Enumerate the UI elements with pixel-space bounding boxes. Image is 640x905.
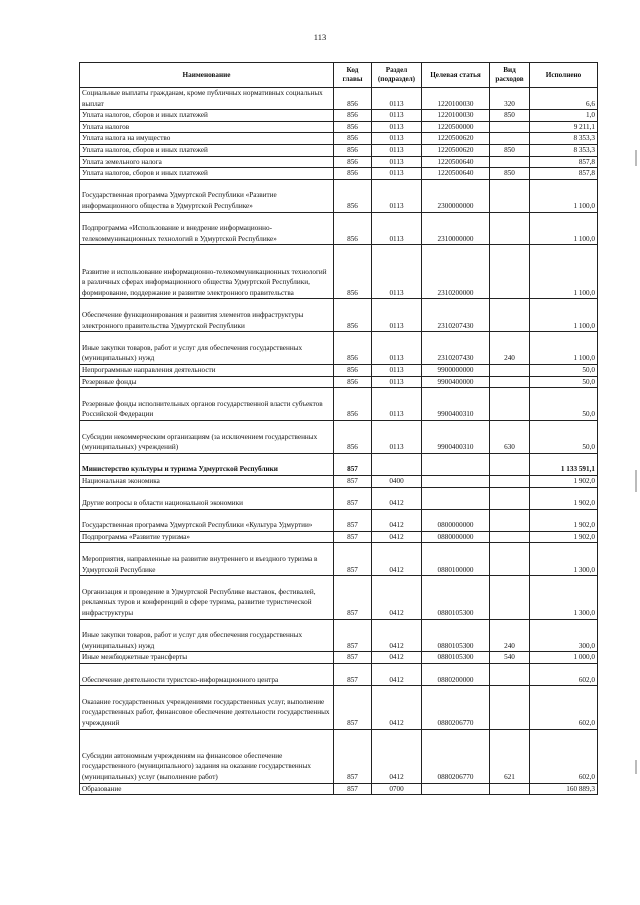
cell-section: 0113 [372, 121, 422, 133]
cell-name: Развитие и использование информационно-телекоммуникационных технологий в различных сферах информационного общества Удмуртской Республики, формирование, поддержание и развитие электронного правительства [80, 245, 334, 299]
cell-name: Организация и проведение в Удмуртской Республике выставок, фестивалей, рекламных туров и конференций в сфере туризма, развитие туристической инфраструктуры [80, 576, 334, 619]
cell-target-article: 9900000000 [422, 364, 490, 376]
cell-executed: 602,0 [530, 686, 598, 729]
cell-target-article: 0880105300 [422, 652, 490, 664]
cell-section: 0400 [372, 475, 422, 487]
cell-target-article: 1220100030 [422, 88, 490, 110]
cell-executed: 1 100,0 [530, 212, 598, 245]
table-row [80, 88, 598, 110]
cell-name: Подпрограмма «Использование и внедрение информационно-телекоммуникационных технологий в Удмуртской Республике» [80, 212, 334, 245]
table-row [80, 332, 598, 365]
cell-chapter-code: 857 [334, 783, 372, 795]
header-section: Раздел (подраздел) [372, 63, 422, 88]
cell-name: Подпрограмма «Развитие туризма» [80, 531, 334, 543]
cell-executed: 1 100,0 [530, 299, 598, 332]
cell-expense-type: 240 [490, 332, 530, 365]
scan-edge-mark [635, 150, 637, 166]
cell-target-article: 2310207430 [422, 332, 490, 365]
cell-executed: 50,0 [530, 388, 598, 421]
cell-chapter-code: 856 [334, 420, 372, 453]
cell-executed: 602,0 [530, 729, 598, 783]
cell-chapter-code: 856 [334, 168, 372, 180]
cell-chapter-code: 856 [334, 245, 372, 299]
cell-target-article: 2310000000 [422, 212, 490, 245]
cell-section: 0412 [372, 729, 422, 783]
table-row [80, 364, 598, 376]
cell-section: 0412 [372, 543, 422, 576]
cell-target-article: 0800000000 [422, 509, 490, 531]
cell-section: 0412 [372, 509, 422, 531]
cell-executed: 8 353,3 [530, 144, 598, 156]
cell-expense-type [490, 299, 530, 332]
cell-target-article: 1220100030 [422, 110, 490, 122]
cell-chapter-code: 857 [334, 652, 372, 664]
scan-edge-mark [635, 760, 637, 774]
cell-chapter-code: 857 [334, 729, 372, 783]
table-row [80, 686, 598, 729]
cell-section: 0113 [372, 364, 422, 376]
cell-name: Другие вопросы в области национальной экономики [80, 487, 334, 509]
cell-executed: 1 100,0 [530, 332, 598, 365]
cell-chapter-code: 856 [334, 110, 372, 122]
cell-name: Министерство культуры и туризма Удмуртской Республики [80, 453, 334, 475]
cell-section: 0113 [372, 110, 422, 122]
cell-expense-type: 240 [490, 619, 530, 652]
cell-section: 0412 [372, 619, 422, 652]
table-row [80, 121, 598, 133]
cell-section: 0412 [372, 531, 422, 543]
cell-section: 0113 [372, 144, 422, 156]
cell-target-article: 0880000000 [422, 531, 490, 543]
cell-executed: 1,0 [530, 110, 598, 122]
cell-name: Иные закупки товаров, работ и услуг для обеспечения государственных (муниципальных) нужд [80, 619, 334, 652]
table-row [80, 543, 598, 576]
cell-expense-type [490, 783, 530, 795]
cell-executed: 300,0 [530, 619, 598, 652]
header-name: Наименование [80, 63, 334, 88]
cell-target-article [422, 475, 490, 487]
cell-chapter-code: 856 [334, 121, 372, 133]
cell-section: 0113 [372, 388, 422, 421]
cell-section: 0113 [372, 376, 422, 388]
cell-expense-type: 850 [490, 144, 530, 156]
cell-name: Уплата налога на имущество [80, 133, 334, 145]
cell-chapter-code: 857 [334, 686, 372, 729]
cell-target-article: 1220500000 [422, 121, 490, 133]
cell-chapter-code: 857 [334, 509, 372, 531]
cell-chapter-code: 857 [334, 487, 372, 509]
cell-expense-type [490, 686, 530, 729]
header-executed: Исполнено [530, 63, 598, 88]
table-row [80, 376, 598, 388]
cell-expense-type: 621 [490, 729, 530, 783]
table-row [80, 245, 598, 299]
cell-target-article: 0880206770 [422, 729, 490, 783]
cell-executed: 50,0 [530, 364, 598, 376]
table-row [80, 475, 598, 487]
table-row [80, 110, 598, 122]
cell-name: Мероприятия, направленные на развитие внутреннего и въездного туризма в Удмуртской Республике [80, 543, 334, 576]
table-row [80, 531, 598, 543]
cell-expense-type [490, 487, 530, 509]
cell-target-article: 1220500640 [422, 168, 490, 180]
cell-chapter-code: 857 [334, 576, 372, 619]
cell-expense-type [490, 179, 530, 212]
cell-chapter-code: 856 [334, 179, 372, 212]
cell-name: Обеспечение функционирования и развития элементов инфраструктуры электронного правительства Удмуртской Республики [80, 299, 334, 332]
cell-expense-type: 540 [490, 652, 530, 664]
cell-chapter-code: 856 [334, 299, 372, 332]
cell-expense-type [490, 156, 530, 168]
cell-expense-type [490, 576, 530, 619]
cell-expense-type [490, 543, 530, 576]
cell-expense-type: 630 [490, 420, 530, 453]
cell-name: Непрограммные направления деятельности [80, 364, 334, 376]
cell-target-article: 2310207430 [422, 299, 490, 332]
cell-target-article: 2300000000 [422, 179, 490, 212]
cell-chapter-code: 857 [334, 664, 372, 686]
cell-section [372, 453, 422, 475]
cell-section: 0113 [372, 332, 422, 365]
cell-executed: 50,0 [530, 376, 598, 388]
cell-target-article: 0880105300 [422, 619, 490, 652]
cell-name: Уплата налогов, сборов и иных платежей [80, 168, 334, 180]
cell-expense-type [490, 121, 530, 133]
cell-name: Резервные фонды исполнительных органов государственной власти субъектов Российской Федерации [80, 388, 334, 421]
cell-executed: 160 889,3 [530, 783, 598, 795]
cell-chapter-code: 856 [334, 133, 372, 145]
table-row [80, 487, 598, 509]
table-row [80, 133, 598, 145]
cell-expense-type [490, 133, 530, 145]
cell-name: Уплата земельного налога [80, 156, 334, 168]
cell-chapter-code: 856 [334, 376, 372, 388]
table-row [80, 652, 598, 664]
cell-executed: 1 902,0 [530, 487, 598, 509]
cell-executed: 1 100,0 [530, 179, 598, 212]
cell-target-article: 0880105300 [422, 576, 490, 619]
table-row [80, 453, 598, 475]
cell-target-article: 0880100000 [422, 543, 490, 576]
cell-section: 0700 [372, 783, 422, 795]
cell-name: Субсидии автономным учреждениям на финансовое обеспечение государственного (муниципального) задания на оказание государственных (муниципальных) услуг (выполнение работ) [80, 729, 334, 783]
cell-target-article: 2310200000 [422, 245, 490, 299]
table-row [80, 212, 598, 245]
cell-expense-type: 320 [490, 88, 530, 110]
cell-chapter-code: 856 [334, 144, 372, 156]
table-row [80, 420, 598, 453]
cell-chapter-code: 857 [334, 475, 372, 487]
cell-executed: 9 211,1 [530, 121, 598, 133]
table-row [80, 156, 598, 168]
scan-edge-mark [635, 470, 637, 492]
cell-name: Обеспечение деятельности туристско-информационного центра [80, 664, 334, 686]
header-expense-type: Вид расходов [490, 63, 530, 88]
cell-executed: 1 000,0 [530, 652, 598, 664]
cell-target-article: 1220500620 [422, 133, 490, 145]
cell-name: Государственная программа Удмуртской Республики «Развитие информационного общества в Удмуртской Республике» [80, 179, 334, 212]
cell-expense-type [490, 509, 530, 531]
cell-executed: 50,0 [530, 420, 598, 453]
cell-chapter-code: 856 [334, 156, 372, 168]
cell-chapter-code: 857 [334, 619, 372, 652]
cell-expense-type [490, 364, 530, 376]
cell-section: 0113 [372, 88, 422, 110]
cell-chapter-code: 857 [334, 531, 372, 543]
cell-name: Социальные выплаты гражданам, кроме публичных нормативных социальных выплат [80, 88, 334, 110]
cell-section: 0113 [372, 420, 422, 453]
cell-target-article: 1220500640 [422, 156, 490, 168]
cell-target-article: 0880200000 [422, 664, 490, 686]
cell-section: 0412 [372, 487, 422, 509]
table-row [80, 664, 598, 686]
cell-chapter-code: 856 [334, 332, 372, 365]
cell-expense-type: 850 [490, 168, 530, 180]
cell-expense-type [490, 212, 530, 245]
cell-target-article: 9900400310 [422, 388, 490, 421]
cell-executed: 1 100,0 [530, 245, 598, 299]
cell-section: 0412 [372, 664, 422, 686]
cell-section: 0412 [372, 576, 422, 619]
table-row [80, 576, 598, 619]
cell-section: 0113 [372, 299, 422, 332]
cell-name: Иные закупки товаров, работ и услуг для обеспечения государственных (муниципальных) нужд [80, 332, 334, 365]
cell-expense-type [490, 245, 530, 299]
cell-name: Субсидии некоммерческим организациям (за исключением государственных (муниципальных) учреждений) [80, 420, 334, 453]
cell-target-article [422, 453, 490, 475]
table-row [80, 388, 598, 421]
cell-name: Уплата налогов, сборов и иных платежей [80, 144, 334, 156]
cell-target-article: 9900400310 [422, 420, 490, 453]
table-row [80, 179, 598, 212]
cell-chapter-code: 856 [334, 212, 372, 245]
cell-section: 0113 [372, 179, 422, 212]
cell-executed: 1 133 591,1 [530, 453, 598, 475]
budget-table [79, 62, 598, 795]
cell-section: 0113 [372, 168, 422, 180]
table-row [80, 729, 598, 783]
cell-section: 0412 [372, 686, 422, 729]
cell-executed: 1 300,0 [530, 576, 598, 619]
table-row [80, 619, 598, 652]
cell-target-article [422, 783, 490, 795]
table-row [80, 783, 598, 795]
table-row [80, 168, 598, 180]
cell-chapter-code: 857 [334, 543, 372, 576]
cell-expense-type [490, 453, 530, 475]
cell-name: Национальная экономика [80, 475, 334, 487]
cell-chapter-code: 857 [334, 453, 372, 475]
cell-executed: 1 902,0 [530, 509, 598, 531]
table-row [80, 509, 598, 531]
cell-name: Оказание государственных учреждениями государственных услуг, выполнение государственных работ, финансовое обеспечение деятельности государственных учреждений [80, 686, 334, 729]
cell-chapter-code: 856 [334, 88, 372, 110]
cell-name: Государственная программа Удмуртской Республики «Культура Удмуртии» [80, 509, 334, 531]
cell-name: Резервные фонды [80, 376, 334, 388]
cell-executed: 857,8 [530, 156, 598, 168]
cell-expense-type [490, 388, 530, 421]
table-row [80, 299, 598, 332]
cell-executed: 1 902,0 [530, 475, 598, 487]
cell-executed: 857,8 [530, 168, 598, 180]
cell-section: 0113 [372, 245, 422, 299]
cell-executed: 1 300,0 [530, 543, 598, 576]
cell-section: 0412 [372, 652, 422, 664]
cell-target-article: 0880206770 [422, 686, 490, 729]
table-body [80, 88, 598, 795]
cell-chapter-code: 856 [334, 364, 372, 376]
cell-section: 0113 [372, 133, 422, 145]
page-number: 113 [313, 32, 327, 42]
cell-name: Уплата налогов [80, 121, 334, 133]
cell-target-article: 1220500620 [422, 144, 490, 156]
cell-executed: 6,6 [530, 88, 598, 110]
cell-chapter-code: 856 [334, 388, 372, 421]
cell-executed: 602,0 [530, 664, 598, 686]
cell-expense-type [490, 531, 530, 543]
cell-expense-type [490, 376, 530, 388]
cell-expense-type [490, 664, 530, 686]
cell-expense-type [490, 475, 530, 487]
cell-name: Иные межбюджетные трансферты [80, 652, 334, 664]
cell-expense-type: 850 [490, 110, 530, 122]
cell-name: Образование [80, 783, 334, 795]
table-row [80, 144, 598, 156]
cell-target-article [422, 487, 490, 509]
header-chapter-code: Код главы [334, 63, 372, 88]
cell-executed: 8 353,3 [530, 133, 598, 145]
cell-executed: 1 902,0 [530, 531, 598, 543]
table-header-row [80, 63, 598, 88]
cell-section: 0113 [372, 156, 422, 168]
header-target-article: Целевая статья [422, 63, 490, 88]
cell-section: 0113 [372, 212, 422, 245]
cell-name: Уплата налогов, сборов и иных платежей [80, 110, 334, 122]
cell-target-article: 9900400000 [422, 376, 490, 388]
